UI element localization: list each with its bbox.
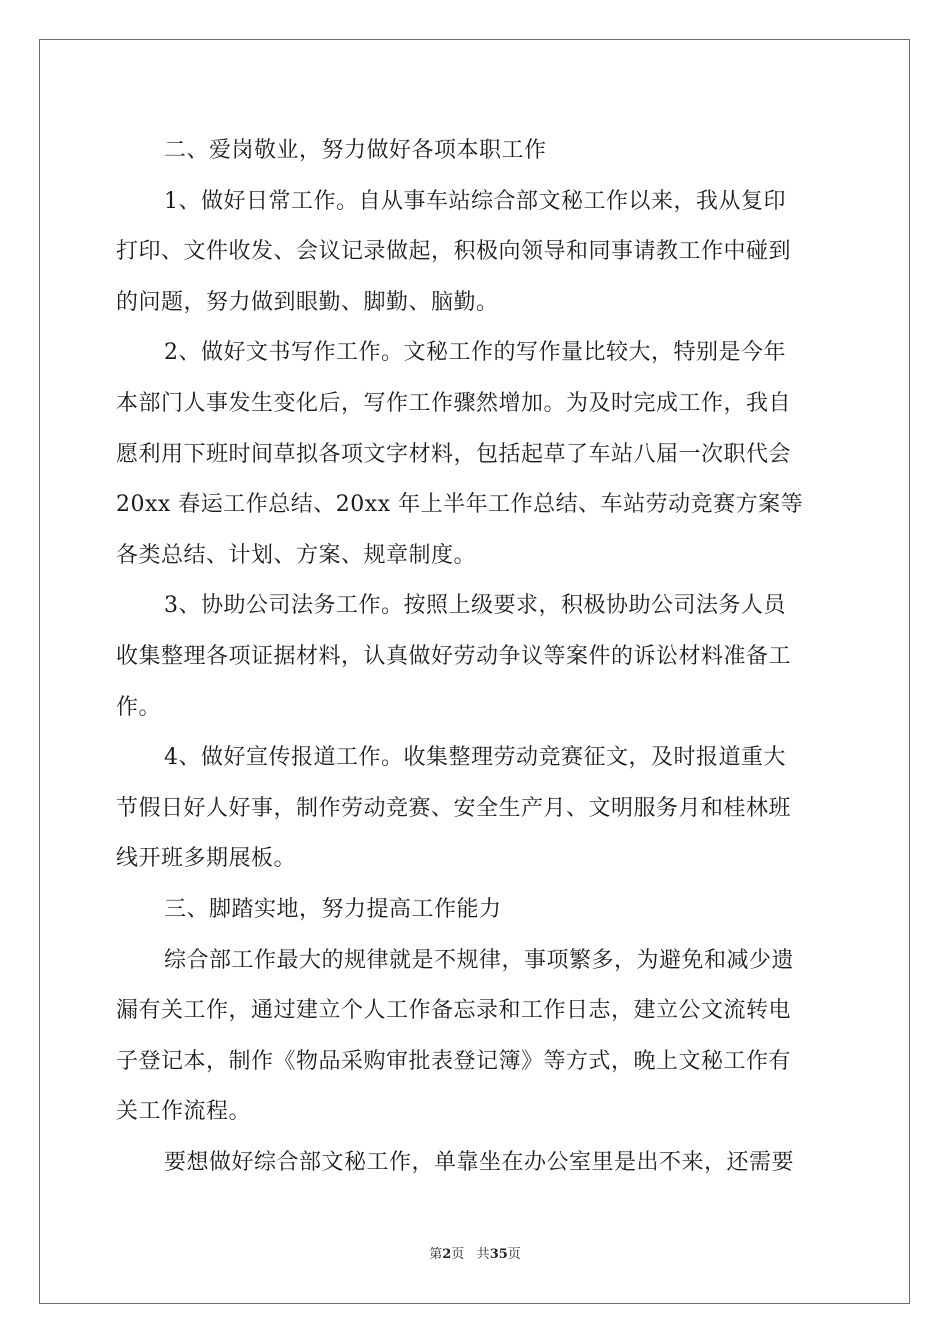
paragraph-line: 线开班多期展板。	[116, 846, 297, 872]
paragraph-line: 的问题，努力做到眼勤、脚勤、脑勤。	[116, 289, 499, 315]
total-pages: 35	[489, 1247, 508, 1262]
paragraph-line: 收集整理各项证据材料，认真做好劳动争议等案件的诉讼材料准备工	[116, 643, 792, 669]
paragraph-line: 关工作流程。	[116, 1099, 252, 1125]
page-prefix: 第	[429, 1247, 443, 1262]
total-suffix: 页	[507, 1247, 521, 1262]
document-body	[116, 126, 836, 1188]
paragraph-line: 漏有关工作，通过建立个人工作备忘录和工作日志，建立公文流转电	[116, 998, 792, 1024]
paragraph-line: 要想做好综合部文秘工作，单靠坐在办公室里是出不来，还需要	[164, 1149, 795, 1175]
paragraph-line: 综合部工作最大的规律就是不规律，事项繁多，为避免和减少遗	[164, 947, 795, 973]
paragraph-line: 打印、文件收发、会议记录做起，积极向领导和同事请教工作中碰到	[116, 239, 792, 265]
paragraph-line: 2、做好文书写作工作。文秘工作的写作量比较大，特别是今年	[164, 340, 786, 366]
page-number: 2	[442, 1247, 452, 1262]
paragraph-line: 3、协助公司法务工作。按照上级要求，积极协助公司法务人员	[164, 593, 786, 619]
total-prefix: 共	[476, 1247, 490, 1262]
paragraph-line: 作。	[116, 694, 162, 720]
section-heading: 二、爱岗敬业，努力做好各项本职工作	[164, 138, 547, 163]
paragraph-line: 节假日好人好事，制作劳动竞赛、安全生产月、文明服务月和桂林班	[116, 795, 792, 821]
paragraph-line: 1、做好日常工作。自从事车站综合部文秘工作以来，我从复印	[164, 188, 786, 214]
paragraph-line: 4、做好宣传报道工作。收集整理劳动竞赛征文，及时报道重大	[164, 745, 786, 771]
paragraph-line: 本部门人事发生变化后，写作工作骤然增加。为及时完成工作，我自	[116, 390, 792, 416]
paragraph-line: 20xx 春运工作总结、20xx 年上半年工作总结、车站劳动竞赛方案等	[116, 492, 804, 518]
page-suffix: 页	[451, 1247, 465, 1262]
page-footer	[0, 1246, 950, 1264]
paragraph-line: 愿利用下班时间草拟各项文字材料，包括起草了车站八届一次职代会	[116, 441, 792, 467]
section-heading: 三、脚踏实地，努力提高工作能力	[164, 896, 502, 922]
paragraph-line: 各类总结、计划、方案、规章制度。	[116, 542, 477, 568]
paragraph-line: 子登记本，制作《物品采购审批表登记簿》等方式，晚上文秘工作有	[116, 1048, 792, 1074]
